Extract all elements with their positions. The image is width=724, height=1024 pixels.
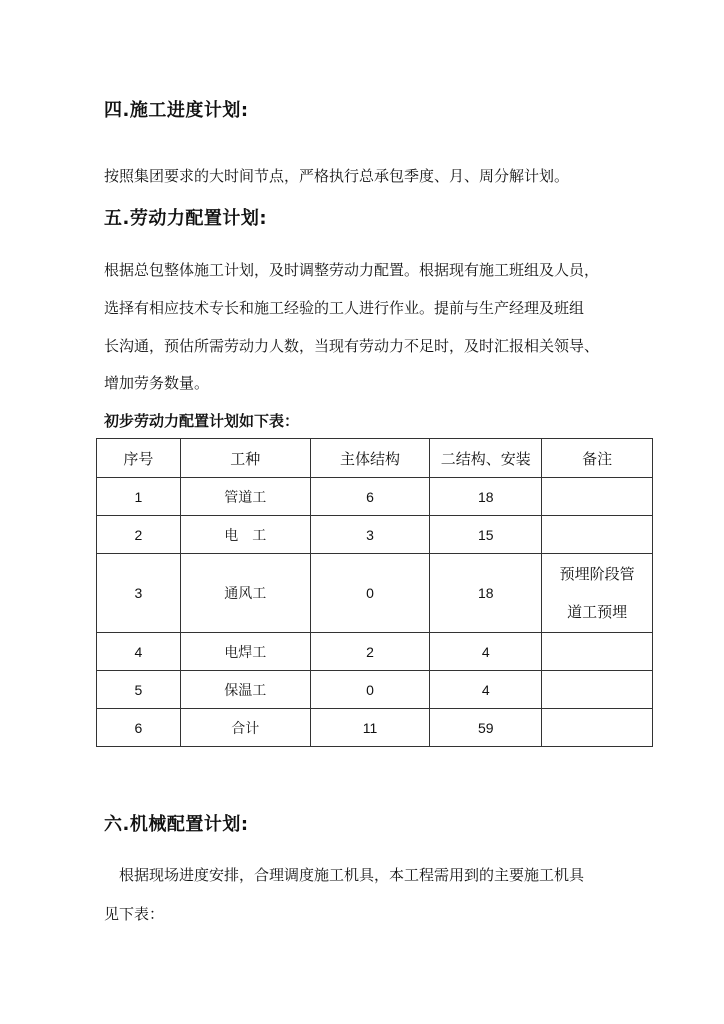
- cell-main: 6: [310, 478, 430, 516]
- cell-main: 0: [310, 554, 430, 633]
- labor-table-title: 初步劳动力配置计划如下表：: [104, 412, 300, 430]
- cell-secondary: 59: [430, 709, 542, 747]
- table-row: [97, 516, 653, 554]
- cell-note: [542, 633, 653, 671]
- table-header-row: [97, 439, 653, 478]
- cell-note: [542, 671, 653, 709]
- cell-main: 3: [310, 516, 430, 554]
- cell-trade: 合计: [180, 709, 310, 747]
- note-line-2: 道工预埋: [567, 603, 628, 621]
- cell-note: [542, 516, 653, 554]
- cell-note: [542, 478, 653, 516]
- cell-secondary: 4: [430, 671, 542, 709]
- cell-note: [542, 709, 653, 747]
- header-trade: 工种: [180, 439, 310, 478]
- section-6-line-2: 见下表：: [104, 905, 165, 923]
- section-6-heading: 六.机械配置计划:: [104, 814, 249, 835]
- cell-secondary: 18: [430, 478, 542, 516]
- cell-trade: 电焊工: [180, 633, 310, 671]
- cell-no: 2: [97, 516, 181, 554]
- cell-secondary: 18: [430, 554, 542, 633]
- cell-trade: 通风工: [180, 554, 310, 633]
- section-5-heading: 五.劳动力配置计划:: [104, 208, 268, 229]
- section-5-line-3: 长沟通，预估所需劳动力人数，当现有劳动力不足时，及时汇报相关领导、: [104, 337, 600, 355]
- header-no: 序号: [97, 439, 181, 478]
- header-secondary-install: 二结构、安装: [430, 439, 542, 478]
- cell-no: 1: [97, 478, 181, 516]
- note-line-1: 预埋阶段管: [559, 565, 635, 583]
- header-note: 备注: [542, 439, 653, 478]
- table-row-total: [97, 709, 653, 747]
- section-4-text: 按照集团要求的大时间节点，严格执行总承包季度、月、周分解计划。: [104, 167, 570, 185]
- header-main-structure: 主体结构: [310, 439, 430, 478]
- table-row: [97, 478, 653, 516]
- cell-main: 0: [310, 671, 430, 709]
- cell-no: 6: [97, 709, 181, 747]
- cell-no: 4: [97, 633, 181, 671]
- cell-no: 5: [97, 671, 181, 709]
- cell-secondary: 15: [430, 516, 542, 554]
- section-6-line-1: 根据现场进度安排，合理调度施工机具，本工程需用到的主要施工机具: [104, 866, 585, 884]
- section-5-line-1: 根据总包整体施工计划，及时调整劳动力配置。根据现有施工班组及人员，: [104, 261, 600, 279]
- section-4-heading: 四.施工进度计划:: [104, 100, 249, 121]
- table-row: [97, 633, 653, 671]
- cell-main: 2: [310, 633, 430, 671]
- section-5-line-2: 选择有相应技术专长和施工经验的工人进行作业。提前与生产经理及班组: [104, 299, 585, 317]
- cell-trade: 保温工: [180, 671, 310, 709]
- cell-main: 11: [310, 709, 430, 747]
- table-row: [97, 554, 653, 633]
- table-row: [97, 671, 653, 709]
- cell-trade: 管道工: [180, 478, 310, 516]
- labor-plan-table: [96, 438, 653, 747]
- cell-secondary: 4: [430, 633, 542, 671]
- cell-note: [542, 554, 653, 633]
- cell-trade: 电 工: [180, 516, 310, 554]
- section-5-line-4: 增加劳务数量。: [104, 374, 210, 392]
- cell-no: 3: [97, 554, 181, 633]
